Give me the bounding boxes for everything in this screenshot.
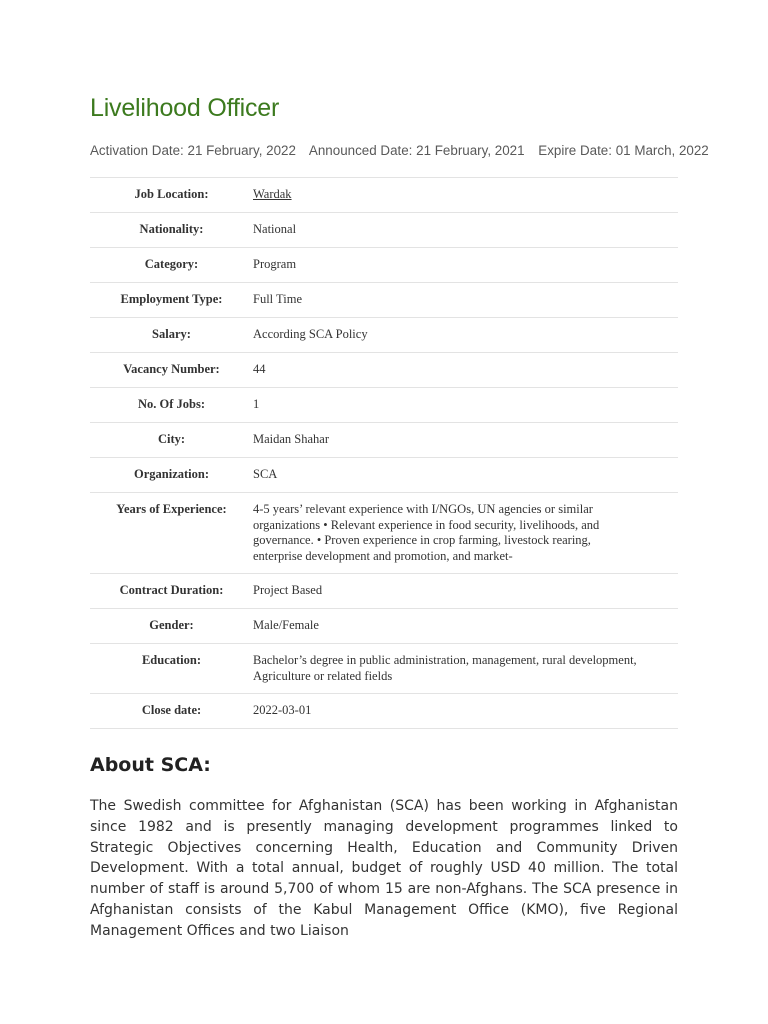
detail-value: Male/Female xyxy=(253,618,319,632)
detail-label: Category: xyxy=(144,257,199,271)
detail-label: Organization: xyxy=(134,467,209,481)
detail-label: Education: xyxy=(141,653,202,667)
detail-label: Years of Experience: xyxy=(116,502,227,516)
detail-value: 44 xyxy=(253,362,266,376)
detail-value: Project Based xyxy=(253,583,323,597)
detail-value: Maidan Shahar xyxy=(253,432,330,446)
detail-value: Full Time xyxy=(253,292,302,306)
detail-label: No. Of Jobs: xyxy=(137,397,206,411)
detail-label: Nationality: xyxy=(139,222,204,236)
details-row-city xyxy=(90,423,678,458)
details-row-salary xyxy=(90,318,678,353)
detail-value: Bachelor’s degree in public administration, management, rural development, Agriculture or related fields xyxy=(253,653,637,683)
job-details-table xyxy=(90,177,678,729)
detail-label: City: xyxy=(157,432,186,446)
detail-label: Close date: xyxy=(141,703,202,717)
expire-date: Expire Date: 01 March, 2022 xyxy=(538,143,709,158)
details-row-employment-type xyxy=(90,283,678,318)
detail-value: 4-5 years’ relevant experience with I/NGOs, UN agencies or similar organizations • Relevant experience in food security, livelihoods, and governance. • Proven experience in crop farming, livestock rearing, enterprise development and promotion, and market- xyxy=(253,502,600,563)
details-row-organization xyxy=(90,458,678,493)
detail-label: Employment Type: xyxy=(120,292,223,306)
detail-value: 2022-03-01 xyxy=(253,703,312,717)
announced-date: Announced Date: 21 February, 2021 xyxy=(308,143,525,158)
detail-label: Salary: xyxy=(152,327,191,341)
details-row-no-of-jobs xyxy=(90,388,678,423)
detail-value: National xyxy=(253,222,297,236)
job-location-link[interactable]: Wardak xyxy=(253,187,292,201)
activation-date: Activation Date: 21 February, 2022 xyxy=(90,143,296,158)
about-paragraph: The Swedish committee for Afghanistan (SCA) has been working in Afghanistan since 1982 and is presently managing development programmes linked to Strategic Objectives concerning Health, Education and Community Driven Development. With a total annual, budget of roughly USD 40 million. The total number of staff is around 5,700 of whom 15 are non-Afghans. The SCA presence in Afghanistan consists of the Kabul Management Office (KMO), five Regional Management Offices and two Liaison xyxy=(90,798,678,939)
detail-value: 1 xyxy=(253,397,260,411)
details-row-education xyxy=(90,644,678,694)
detail-value: Program xyxy=(253,257,297,271)
details-row-category xyxy=(90,248,678,283)
job-title: Livelihood Officer xyxy=(90,94,280,122)
details-row-years-of-experience xyxy=(90,493,678,574)
detail-label: Vacancy Number: xyxy=(123,362,220,376)
detail-label: Job Location: xyxy=(134,187,209,201)
details-row-nationality xyxy=(90,213,678,248)
about-heading: About SCA: xyxy=(90,754,211,776)
details-row-close-date xyxy=(90,694,678,729)
detail-value: SCA xyxy=(253,467,278,481)
detail-label: Gender: xyxy=(149,618,194,632)
details-row-gender xyxy=(90,609,678,644)
details-row-vacancy-number xyxy=(90,353,678,388)
details-row-job-location xyxy=(90,178,678,213)
details-row-contract-duration xyxy=(90,574,678,609)
detail-label: Contract Duration: xyxy=(119,583,224,597)
job-dates xyxy=(90,143,719,158)
detail-value: According SCA Policy xyxy=(253,327,368,341)
